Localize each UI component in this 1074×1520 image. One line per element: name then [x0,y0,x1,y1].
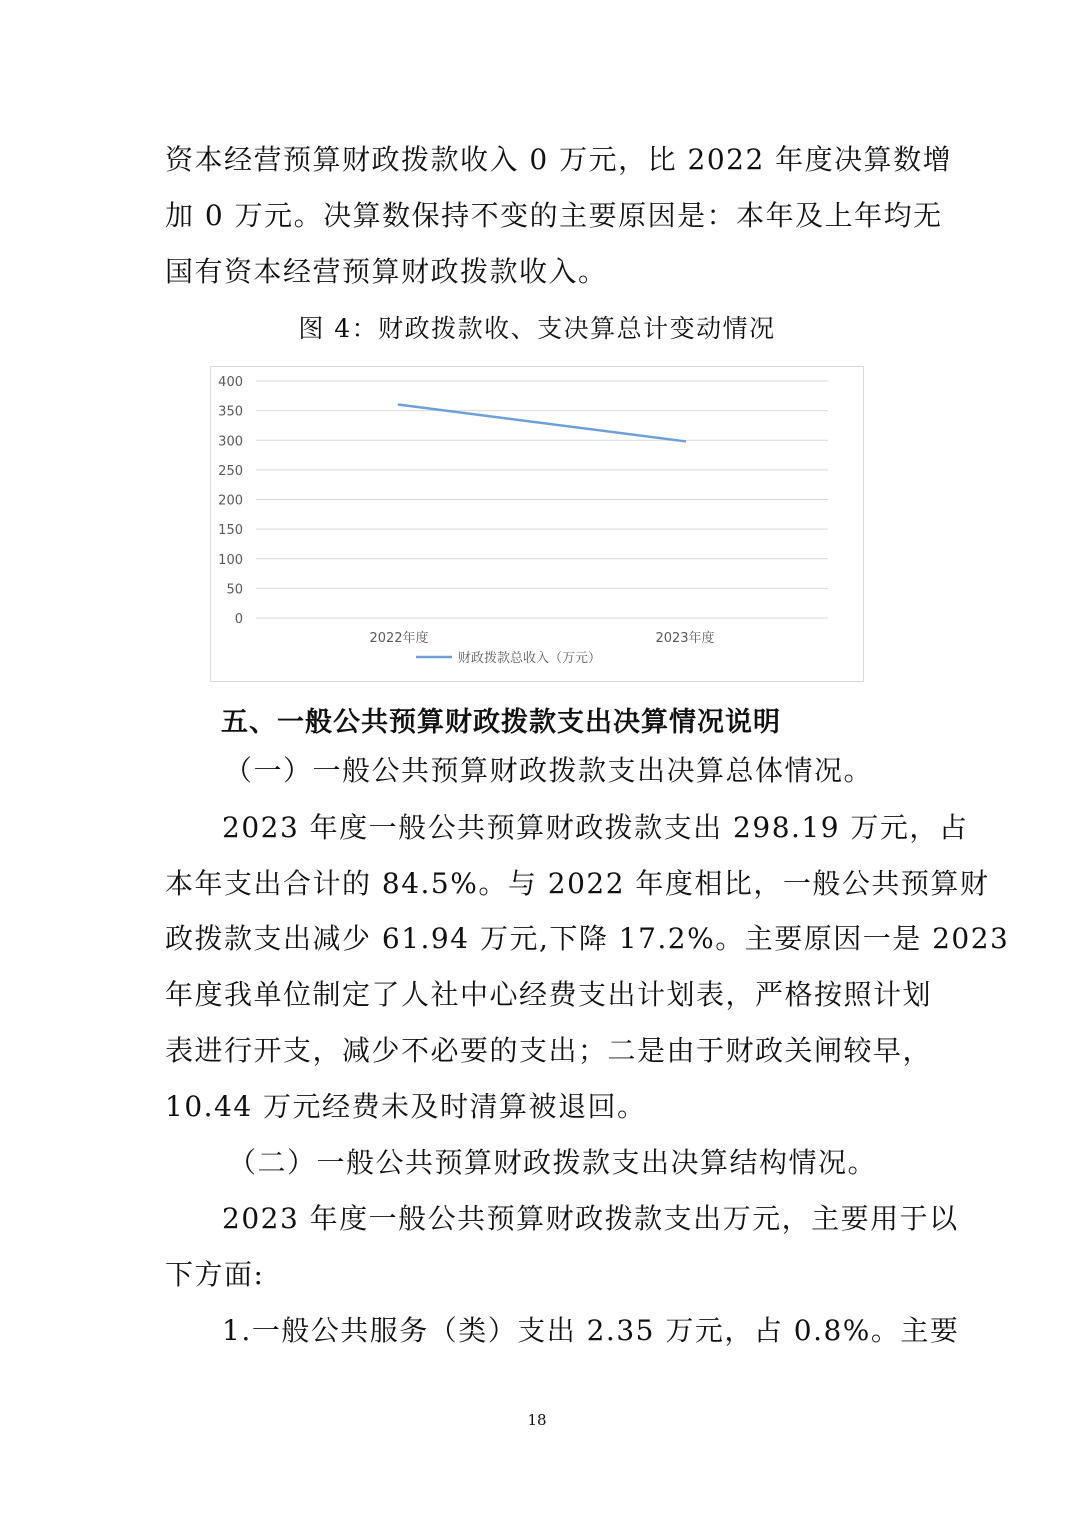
line-chart [210,366,864,682]
y-tick-label: 400 [218,375,243,390]
y-tick-label: 50 [226,582,243,598]
sub-heading: （一）一般公共预算财政拨款支出决算总体情况。 [224,754,874,787]
legend-label: 财政拨款总收入（万元） [458,651,602,666]
paragraph-line: 加 0 万元。决算数保持不变的主要原因是：本年及上年均无 [165,199,943,232]
figure-caption: 图 4：财政拨款收、支决算总计变动情况 [298,314,776,343]
page-number: 18 [527,1411,547,1429]
paragraph-line: 10.44 万元经费未及时清算被退回。 [165,1090,647,1123]
sub-heading: （二）一般公共预算财政拨款支出决算结构情况。 [228,1146,878,1179]
y-tick-label: 250 [218,463,243,479]
y-tick-label: 350 [218,404,243,420]
paragraph-line: 年度我单位制定了人社中心经费支出计划表，严格按照计划 [165,978,933,1011]
paragraph-line: 政拨款支出减少 61.94 万元,下降 17.2%。主要原因一是 2023 [165,922,1010,955]
chart-svg [211,367,863,681]
paragraph-line: 资本经营预算财政拨款收入 0 万元，比 2022 年度决算数增 [165,143,953,176]
paragraph-line: 下方面: [165,1258,265,1291]
data-point [398,403,400,405]
paragraph-line: 国有资本经营预算财政拨款收入。 [165,255,608,288]
paragraph-line: 表进行开支，减少不必要的支出；二是由于财政关闸较早， [165,1034,933,1067]
paragraph-line: 2023 年度一般公共预算财政拨款支出 298.19 万元，占 [222,811,969,844]
paragraph-line: 2023 年度一般公共预算财政拨款支出万元，主要用于以 [222,1202,959,1235]
section-heading: 五、一般公共预算财政拨款支出决算情况说明 [221,707,781,738]
paragraph-line: 1.一般公共服务（类）支出 2.35 万元，占 0.8%。主要 [222,1314,960,1347]
y-tick-label: 150 [218,523,243,539]
y-tick-label: 100 [218,552,243,568]
x-tick-label: 2023年度 [655,631,715,646]
y-tick-label: 0 [234,612,243,627]
y-tick-label: 200 [218,493,243,509]
data-point [684,440,686,442]
x-tick-label: 2022年度 [369,631,429,646]
y-tick-label: 300 [218,434,243,450]
paragraph-line: 本年支出合计的 84.5%。与 2022 年度相比，一般公共预算财 [165,867,990,900]
